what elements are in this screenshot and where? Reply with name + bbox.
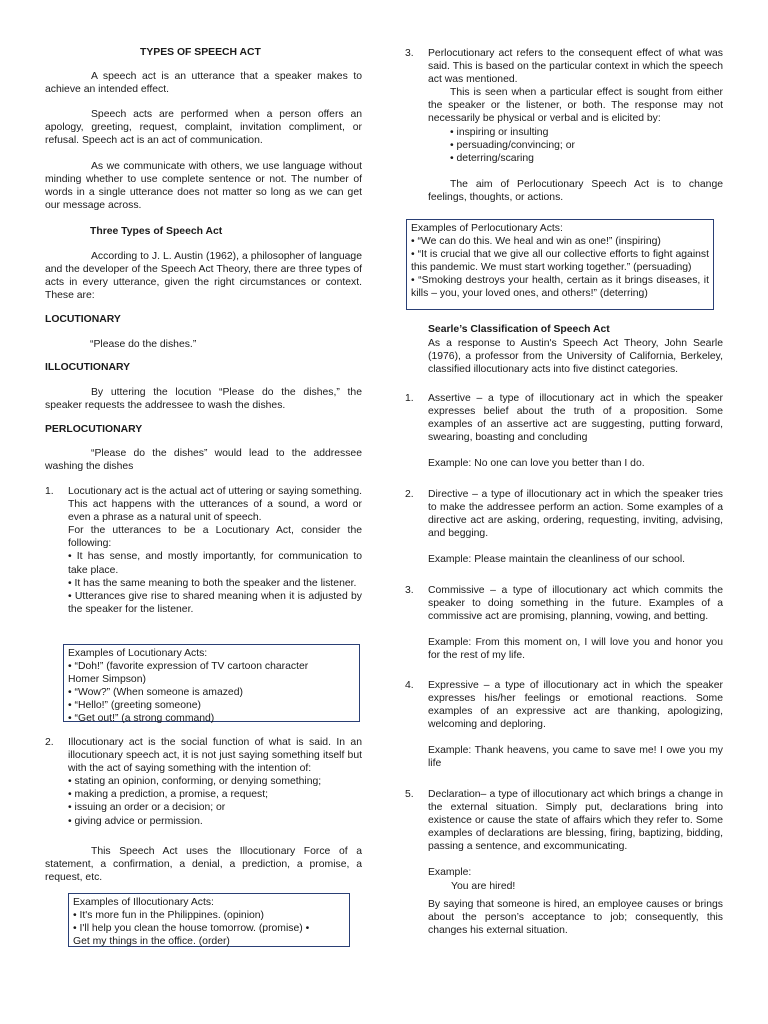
declaration-explanation: By saying that someone is hired, an employee causes or brings about the person’s acceptance to job; consequently, this changes his external situation. — [428, 899, 723, 937]
box-title: Examples of Perlocutionary Acts: — [411, 223, 563, 234]
locutionary-examples-box — [63, 644, 360, 725]
example-label: Example: — [428, 867, 472, 879]
box-title: Examples of Illocutionary Acts: — [73, 897, 214, 908]
box-line: • It's more fun in the Philippines. (opinion) — [73, 910, 265, 922]
searle-paragraph: As a response to Austin's Speech Act Theory, John Searle (1976), a professor from the University of California, Berkeley, classified illocutionary acts into five distinct categories. — [428, 338, 723, 376]
document-title: TYPES OF SPEECH ACT — [140, 47, 261, 58]
austin-paragraph: According to J. L. Austin (1962), a philosopher of language and the developer of the Speech Act Theory, there are three types of acts in every utterance, given the right circumstances or context. These are: — [45, 251, 362, 302]
box-line: • “It is crucial that we give all our collective efforts to fight against this pandemic. We must start working together.” (persuading) — [411, 249, 709, 274]
item-text: Perlocutionary act refers to the consequent effect of what was said. This is based on the particular context in which the speech act was mentioned. — [428, 48, 723, 86]
bullet-item: • It has sense, and mostly importantly, for communication to take place. — [68, 551, 362, 576]
item-number: 3. — [405, 48, 414, 59]
list-item-illocutionary-act — [45, 736, 362, 828]
example-text: Example: Thank heavens, you came to save me! I owe you my life — [428, 745, 723, 770]
bullet-item: • persuading/convincing; or — [450, 139, 575, 151]
illocutionary-force-paragraph: This Speech Act uses the Illocutionary Force of a statement, a confirmation, a denial, a prediction, a promise, a request, etc. — [45, 846, 362, 884]
item-number: 1. — [405, 393, 414, 404]
box-line: • I'll help you clean the house tomorrow. (promise) • — [73, 923, 310, 935]
item-text-2: This is seen when a particular effect is sought from either the speaker or the listener, or both. The response may not necessarily be physical or verbal and is elicited by: — [428, 87, 723, 125]
searle-title: Searle’s Classification of Speech Act — [428, 324, 610, 335]
speech-acts-paragraph: Speech acts are performed when a person offers an apology, greeting, request, complaint, invitation compliment, or refusal. Speech act is an act of communication. — [45, 109, 362, 147]
list-item-assertive — [405, 392, 723, 470]
list-item-directive — [405, 488, 723, 566]
example-text: Example: No one can love you better than I do. — [428, 458, 645, 470]
box-line: • “Get out!” (a strong command) — [68, 713, 215, 725]
list-item-locutionary-act — [45, 485, 362, 616]
illocutionary-example: By uttering the locution “Please do the dishes,” the speaker requests the addressee to wash the dishes. — [45, 387, 362, 412]
section-subtitle: Three Types of Speech Act — [90, 226, 223, 237]
bullet-item: • It has the same meaning to both the speaker and the listener. — [68, 577, 357, 589]
bullet-item: • giving advice or permission. — [68, 815, 203, 827]
list-item-expressive — [405, 679, 723, 771]
bullet-item: • issuing an order or a decision; or — [68, 802, 226, 814]
box-line: • “Hello!” (greeting someone) — [68, 700, 201, 712]
item-text: Illocutionary act is the social function of what is said. In an illocutionary speech act, it is not just saying something itself but with the act of saying something with the intention of: — [68, 737, 362, 775]
item-number: 3. — [405, 585, 414, 596]
item-number: 1. — [45, 486, 54, 497]
item-text: Declaration– a type of illocutionary act which brings a change in the external situation. Simply put, declarations bring into existence or cause the state of affairs which they refer to. Some examples of declarations are blessing, firing, baptizing, bidding, passing a sentence, and excommunicating. — [428, 789, 723, 853]
item-number: 4. — [405, 680, 414, 691]
heading-locutionary: LOCUTIONARY — [45, 314, 121, 325]
heading-illocutionary: ILLOCUTIONARY — [45, 362, 131, 373]
item-number: 5. — [405, 789, 414, 800]
perlocutionary-example: “Please do the dishes” would lead to the addressee washing the dishes — [45, 448, 362, 473]
box-line: • “Smoking destroys your health, certain as it brings diseases, it kills – you, your loved ones, and others!” (deterring) — [411, 275, 709, 300]
bullet-item: • stating an opinion, conforming, or denying something; — [68, 776, 322, 788]
bullet-item: • Utterances give rise to shared meaning when it is adjusted by the speaker for the listener. — [68, 590, 362, 615]
item-text: Locutionary act is the actual act of uttering or saying something. This act happens with the utterances of a sound, a word or even a phrase as a natural unit of speech. — [68, 486, 362, 524]
item-number: 2. — [405, 489, 414, 500]
aim-paragraph: The aim of Perlocutionary Speech Act is to change feelings, thoughts, or actions. — [428, 178, 723, 203]
list-item-perlocutionary-act — [405, 47, 723, 204]
box-line: • “Doh!” (favorite expression of TV cartoon character — [68, 661, 309, 673]
bullet-item: • making a prediction, a promise, a request; — [68, 789, 269, 801]
item-text: Assertive – a type of illocutionary act in which the speaker expresses belief about the truth of a proposition. Some examples of an assertive act are suggesting, putting forward, swearing, boasting and concluding — [428, 393, 723, 444]
box-title: Examples of Locutionary Acts: — [68, 648, 208, 659]
intro-paragraph: A speech act is an utterance that a speaker makes to achieve an intended effect. — [45, 71, 362, 96]
communication-paragraph: As we communicate with others, we use language without minding whether to use complete sentence or not. The number of words in a single utterance does not matter so long as we can get our message across. — [45, 161, 362, 212]
perlocutionary-examples-box — [406, 219, 714, 310]
list-item-commissive — [405, 584, 723, 662]
box-line: Homer Simpson) — [68, 674, 146, 686]
list-item-declaration — [405, 788, 723, 893]
illocutionary-examples-box — [68, 893, 350, 947]
example-text: Example: From this moment on, I will love you and honor you for the rest of my life. — [428, 637, 723, 662]
item-text-2: For the utterances to be a Locutionary Act, consider the following: — [68, 525, 362, 550]
example-text: Example: Please maintain the cleanliness of our school. — [428, 554, 686, 566]
item-text: Directive – a type of illocutionary act in which the speaker tries to make the addressee perform an action. Some examples of a directive act are asking, ordering, requesting, inviting, advising, and begging. — [428, 489, 723, 540]
box-line: Get my things in the office. (order) — [73, 936, 230, 948]
heading-perlocutionary: PERLOCUTIONARY — [45, 424, 143, 435]
item-text: Expressive – a type of illocutionary act in which the speaker expresses his/her feelings or emotional reactions. Some examples of an expressive act are thanking, apologizing, welcoming and deploring. — [428, 680, 723, 731]
box-line: • “Wow?” (When someone is amazed) — [68, 687, 243, 699]
item-text: Commissive – a type of illocutionary act which commits the speaker to doing something in the future. Examples of a commissive act are promising, planning, vowing, and betting. — [428, 585, 723, 623]
bullet-item: • deterring/scaring — [450, 152, 534, 164]
example-text: You are hired! — [451, 880, 516, 892]
locutionary-example: “Please do the dishes.” — [90, 339, 197, 350]
item-number: 2. — [45, 737, 54, 748]
box-line: • “We can do this. We heal and win as one!” (inspiring) — [411, 236, 661, 248]
bullet-item: • inspiring or insulting — [450, 126, 549, 138]
